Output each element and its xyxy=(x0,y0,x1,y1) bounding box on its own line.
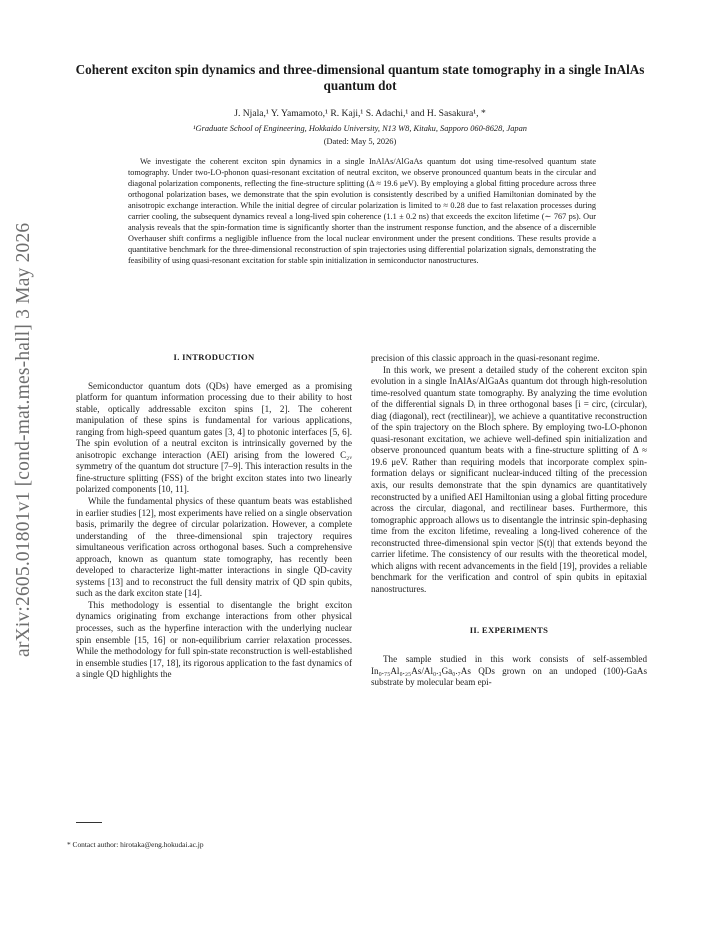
left-column xyxy=(76,352,352,681)
arxiv-identifier: arXiv:2605.01801v1 [cond-mat.mes-hall] 3 May 2026 xyxy=(13,222,34,658)
footnote-contact: * Contact author: hirotaka@eng.hokudai.ac.jp xyxy=(67,840,204,849)
paragraph: The sample studied in this work consists of self-assembled In₀.₇₅Al₀.₂₅As/Al₀.₃Ga₀.₇As QDs grown on an undoped (100)-GaAs substrate by molecular beam epi- xyxy=(371,654,647,688)
section-heading-introduction: I. INTRODUCTION xyxy=(173,352,255,362)
paragraph: Semiconductor quantum dots (QDs) have emerged as a promising platform for quantum information processing due to their ability to host stable, optically addressable exciton spins [1, 2]. The coherent manipulation of these spins is fundamental for various applications, ranging from high-speed quantum gates [3, 4] to photonic interfaces [5, 6]. The spin evolution of a neutral exciton is intrinsically governed by the anisotropic exchange interaction (AEI) arising from the lowered C₂ᵥ symmetry of the quantum dot structure [7–9]. This interaction results in the fine-structure splitting (FSS) of the bright exciton states into two linearly polarized components [10, 11]. xyxy=(76,380,352,495)
right-column xyxy=(371,353,647,689)
abstract: We investigate the coherent exciton spin dynamics in a single InAlAs/AlGaAs quantum dot using time-resolved quantum state tomography. Under two-LO-phonon quasi-resonant excitation of neutral exciton, we observe pronounced quantum beats in the circular and diagonal polarization components, reflecting the fine-structure splitting (Δ ≈ 19.6 μeV). By employing a global fitting procedure across three orthogonal polarization bases, we demonstrate that the spin evolution is consistently described by a unified Hamiltonian dominated by the anisotropic exchange interaction. While the initial degree of circular polarization is limited to ≈ 0.28 due to fast relaxation processes during carrier cooling, the subsequent dynamics reveal a long-lived spin coherence (1.1 ± 0.2 ns) that exceeds the exciton lifetime (∼ 767 ps). Our analysis reveals that the spin-formation time is significantly shorter than the instrument response function, and the absence of a discernible Overhauser shift confirms a negligible influence from the local nuclear environment under the present conditions. These results provide a quantitative benchmark for the three-dimensional reconstruction of spin trajectories using differential polarization signals, demonstrating the feasibility of using quasi-resonant excitation for stable spin initialization in semiconductor nanostructures. xyxy=(128,157,596,266)
affiliation: ¹Graduate School of Engineering, Hokkaido University, N13 W8, Kitaku, Sapporo 060-8628, Japan xyxy=(193,124,527,133)
author-list: J. Njala,¹ Y. Yamamoto,¹ R. Kaji,¹ S. Adachi,¹ and H. Sasakura¹, * xyxy=(234,108,486,119)
paragraph: This methodology is essential to disentangle the bright exciton dynamics originating from exchange interactions from other physical processes, such as the hyperfine interaction with the underlying nuclear spin ensemble [15, 16] or non-equilibrium carrier relaxation processes. While the methodology for full spin-state reconstruction is well-established in ensemble studies [17, 18], its rigorous application to the fast dynamics of a single QD highlights the xyxy=(76,599,352,680)
paragraph: precision of this classic approach in the quasi-resonant regime. xyxy=(371,353,600,363)
section-heading-experiments: II. EXPERIMENTS xyxy=(469,625,549,636)
footnote-rule xyxy=(76,822,102,823)
paragraph: In this work, we present a detailed study of the coherent exciton spin evolution in a single InAlAs/AlGaAs quantum dot through high-resolution time-resolved quantum state tomography. By analyzing the time evolution of the differential signals Dᵢ in three orthogonal bases [i = circ, (circular), diag (diagonal), rect (rectilinear)], we achieve a quantitative reconstruction of the spin trajectory on the Bloch sphere. By employing two-LO-phonon quasi-resonant excitation, we achieve well-defined spin initialization and observe pronounced quantum beats with a fine-structure splitting of Δ ≈ 19.6 μeV. Rather than requiring models that incorporate complex spin-formation delays or significant nuclear-induced tilting of the precession axis, our results demonstrate that the spin dynamics are quantitatively reconstructed by a unified AEI Hamiltonian using a global fitting procedure across the circular, diagonal, and rectilinear bases. Furthermore, this tomographic approach allows us to disentangle the intrinsic spin-dephasing time from the exciton lifetime, revealing a long-lived coherence of the reconstructed three-dimensional spin vector |S(t)| that extends beyond the carrier lifetime. The consistency of our results with the theoretical model, which aligns with recent advancements in the field [19], provides a reliable benchmark for the verification and control of spin qubits in epitaxial nanostructures. xyxy=(371,364,647,594)
paper-title: Coherent exciton spin dynamics and three-dimensional quantum state tomography in a single InAlAs quantum dot xyxy=(75,62,645,93)
dated-line: (Dated: May 5, 2026) xyxy=(323,137,397,146)
paragraph: While the fundamental physics of these quantum beats was established in earlier studies [12], most experiments have relied on a single observation basis, primarily the degree of circular polarization. However, a complete understanding of the three-dimensional spin trajectory requires simultaneous verification across orthogonal bases. Such a comprehensive approach, known as quantum state tomography, has recently been developed to characterize light-matter interactions in single QD-cavity systems [13] and to reconstruct the full density matrix of QD spin qubits, such as the dark exciton state [14]. xyxy=(76,496,352,599)
